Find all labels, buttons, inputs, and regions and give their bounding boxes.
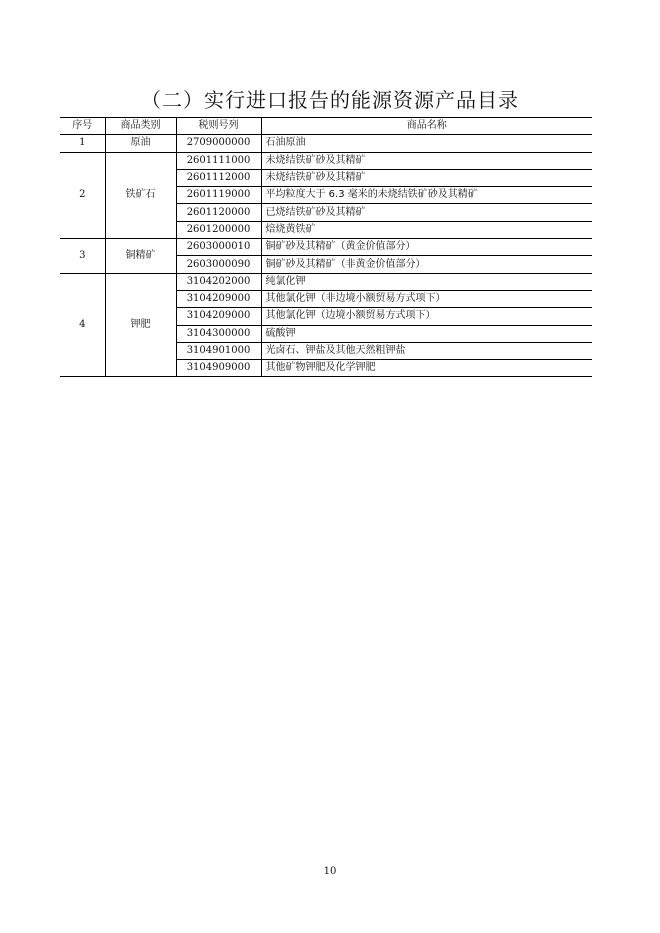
table-header-row <box>60 118 592 135</box>
header-category: 商品类别 <box>105 118 176 135</box>
product-name: 石油原油 <box>261 135 592 152</box>
tariff-code: 3104209000 <box>176 290 261 307</box>
tariff-code: 2603000010 <box>176 239 261 256</box>
group-category: 铜精矿 <box>105 239 176 274</box>
tariff-code: 2601111000 <box>176 152 261 169</box>
group-number: 3 <box>60 239 105 274</box>
tariff-code: 2601120000 <box>176 204 261 221</box>
header-code: 税则号列 <box>176 118 261 135</box>
table-body <box>60 135 592 377</box>
tariff-code: 2709000000 <box>176 135 261 152</box>
group-number: 4 <box>60 273 105 377</box>
page-title: （二）实行进口报告的能源资源产品目录 <box>141 88 519 112</box>
tariff-code: 3104909000 <box>176 360 261 377</box>
product-name: 其他氯化钾（边境小额贸易方式项下） <box>261 308 592 325</box>
product-name: 未烧结铁矿砂及其精矿 <box>261 152 592 169</box>
table-row <box>60 152 592 169</box>
product-name: 纯氯化钾 <box>261 273 592 290</box>
product-name: 未烧结铁矿砂及其精矿 <box>261 169 592 186</box>
tariff-code: 3104202000 <box>176 273 261 290</box>
group-number: 1 <box>60 135 105 152</box>
product-name: 已烧结铁矿砂及其精矿 <box>261 204 592 221</box>
table-row <box>60 135 592 152</box>
tariff-code: 2603000090 <box>176 256 261 273</box>
tariff-code: 2601200000 <box>176 221 261 238</box>
group-category: 原油 <box>105 135 176 152</box>
header-no: 序号 <box>60 118 105 135</box>
product-name: 硫酸钾 <box>261 325 592 342</box>
product-name: 焙烧黄铁矿 <box>261 221 592 238</box>
product-name: 其他氯化钾（非边境小额贸易方式项下） <box>261 290 592 307</box>
tariff-code: 3104300000 <box>176 325 261 342</box>
table-row <box>60 273 592 290</box>
group-category: 钾肥 <box>105 273 176 377</box>
product-name: 光卤石、钾盐及其他天然粗钾盐 <box>261 342 592 359</box>
page-number: 10 <box>323 866 337 877</box>
table-row <box>60 239 592 256</box>
product-name: 平均粒度大于 6.3 毫米的未烧结铁矿砂及其精矿 <box>261 187 592 204</box>
tariff-code: 3104209000 <box>176 308 261 325</box>
product-name: 其他矿物钾肥及化学钾肥 <box>261 360 592 377</box>
product-name: 铜矿砂及其精矿（黄金价值部分） <box>261 239 592 256</box>
tariff-code: 2601119000 <box>176 187 261 204</box>
header-name: 商品名称 <box>261 118 592 135</box>
product-catalog-table <box>60 117 592 377</box>
tariff-code: 2601112000 <box>176 169 261 186</box>
product-name: 铜矿砂及其精矿（非黄金价值部分） <box>261 256 592 273</box>
group-category: 铁矿石 <box>105 152 176 238</box>
tariff-code: 3104901000 <box>176 342 261 359</box>
group-number: 2 <box>60 152 105 238</box>
